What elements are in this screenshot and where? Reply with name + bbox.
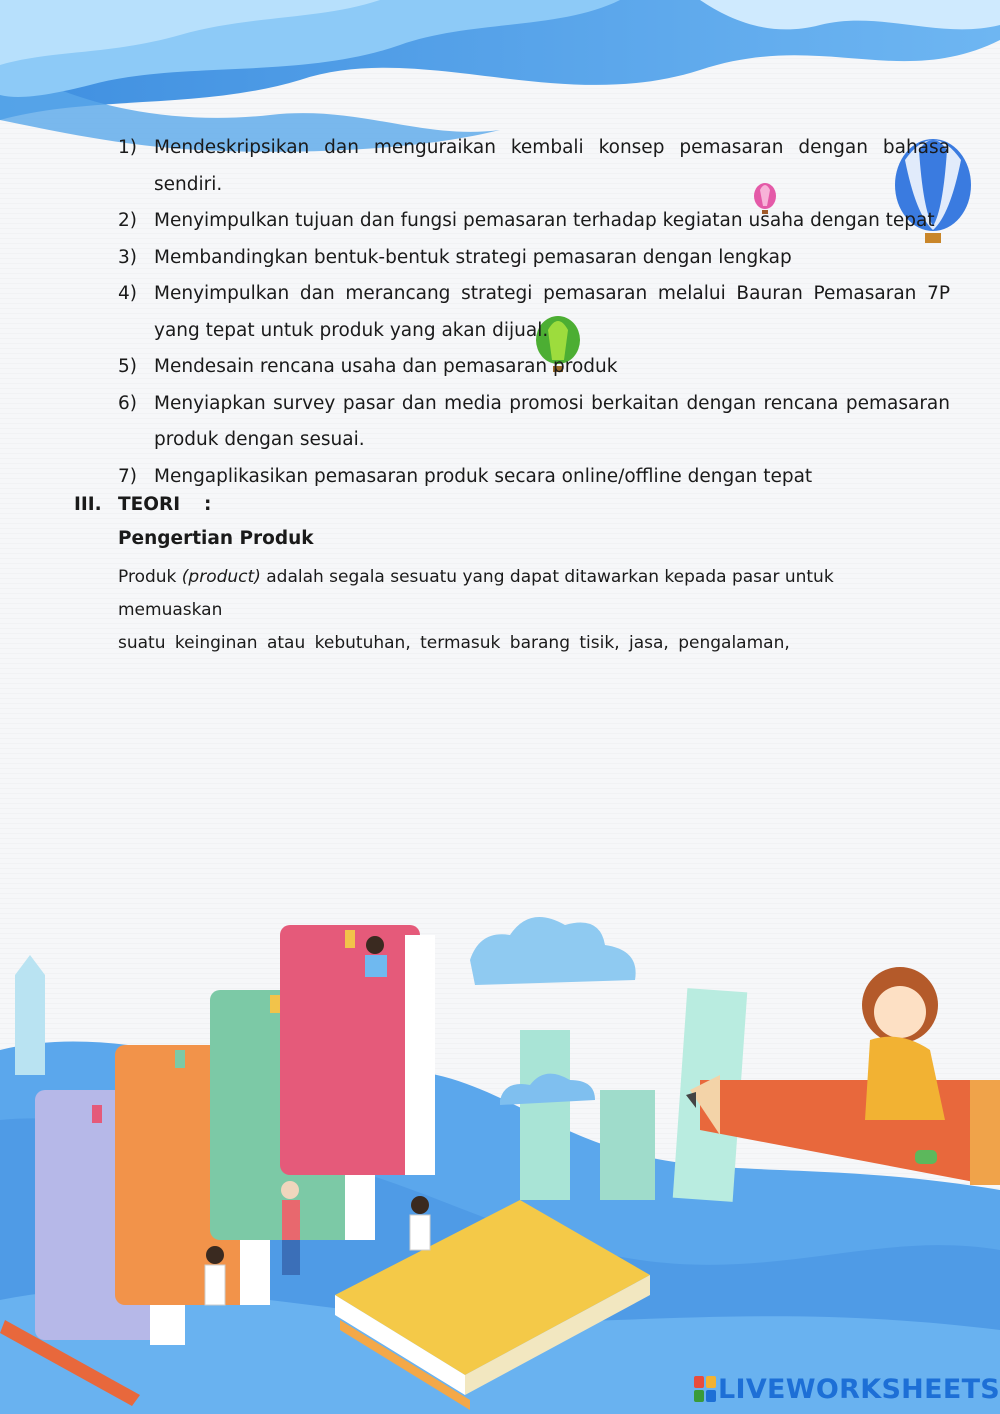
section-number: III. xyxy=(74,494,102,515)
objective-number: 2) xyxy=(118,210,137,231)
liveworksheets-logo xyxy=(694,1372,1000,1406)
objective-item xyxy=(118,130,950,203)
objective-number: 3) xyxy=(118,246,137,268)
section-heading xyxy=(74,494,212,515)
objective-item xyxy=(118,203,950,240)
liveworksheets-icon xyxy=(694,1376,716,1402)
section-colon: : xyxy=(204,494,212,515)
theory-paragraph xyxy=(118,561,908,660)
objective-text: Membandingkan bentuk-bentuk strategi pemasaran dengan lengkap xyxy=(154,246,792,268)
objective-text: Menyimpulkan tujuan dan fungsi pemasaran terhadap kegiatan usaha dengan tepat xyxy=(154,210,935,231)
paragraph-line-1 xyxy=(118,561,908,627)
objective-item xyxy=(118,386,950,459)
paragraph-line-2: suatu keinginan atau kebutuhan, termasuk barang tisik, jasa, pengalaman, xyxy=(118,633,790,653)
objective-item xyxy=(118,276,950,349)
objective-text: Menyimpulkan dan merancang strategi pemasaran melalui Bauran Pemasaran 7P yang tepat untuk produk yang akan dijual. xyxy=(154,283,950,341)
objective-item xyxy=(118,240,950,277)
section-title: TEORI xyxy=(118,494,181,515)
objective-item xyxy=(118,459,950,496)
objective-number: 5) xyxy=(118,356,137,377)
objective-number: 7) xyxy=(118,465,137,487)
objective-number: 6) xyxy=(118,392,137,414)
objective-number: 4) xyxy=(118,283,137,304)
subsection-title: Pengertian Produk xyxy=(118,528,314,549)
objective-text: Mendesain rencana usaha dan pemasaran produk xyxy=(154,356,618,377)
paragraph-italic-term: (product) xyxy=(181,567,261,587)
paragraph-word: Produk xyxy=(118,567,182,587)
objectives-list xyxy=(118,130,950,495)
objective-text: Mendeskripsikan dan menguraikan kembali konsep pemasaran dengan bahasa sendiri. xyxy=(154,137,950,195)
objective-item xyxy=(118,349,950,386)
objective-text: Mengaplikasikan pemasaran produk secara online/offline dengan tepat xyxy=(154,465,813,487)
paragraph-rest: adalah segala sesuatu yang dapat ditawarkan kepada pasar untuk memuaskan xyxy=(118,567,834,620)
objective-number: 1) xyxy=(118,137,137,158)
liveworksheets-text: LIVEWORKSHEETS xyxy=(718,1373,1000,1405)
objective-text: Menyiapkan survey pasar dan media promosi berkaitan dengan rencana pemasaran produk dengan sesuai. xyxy=(154,392,950,450)
